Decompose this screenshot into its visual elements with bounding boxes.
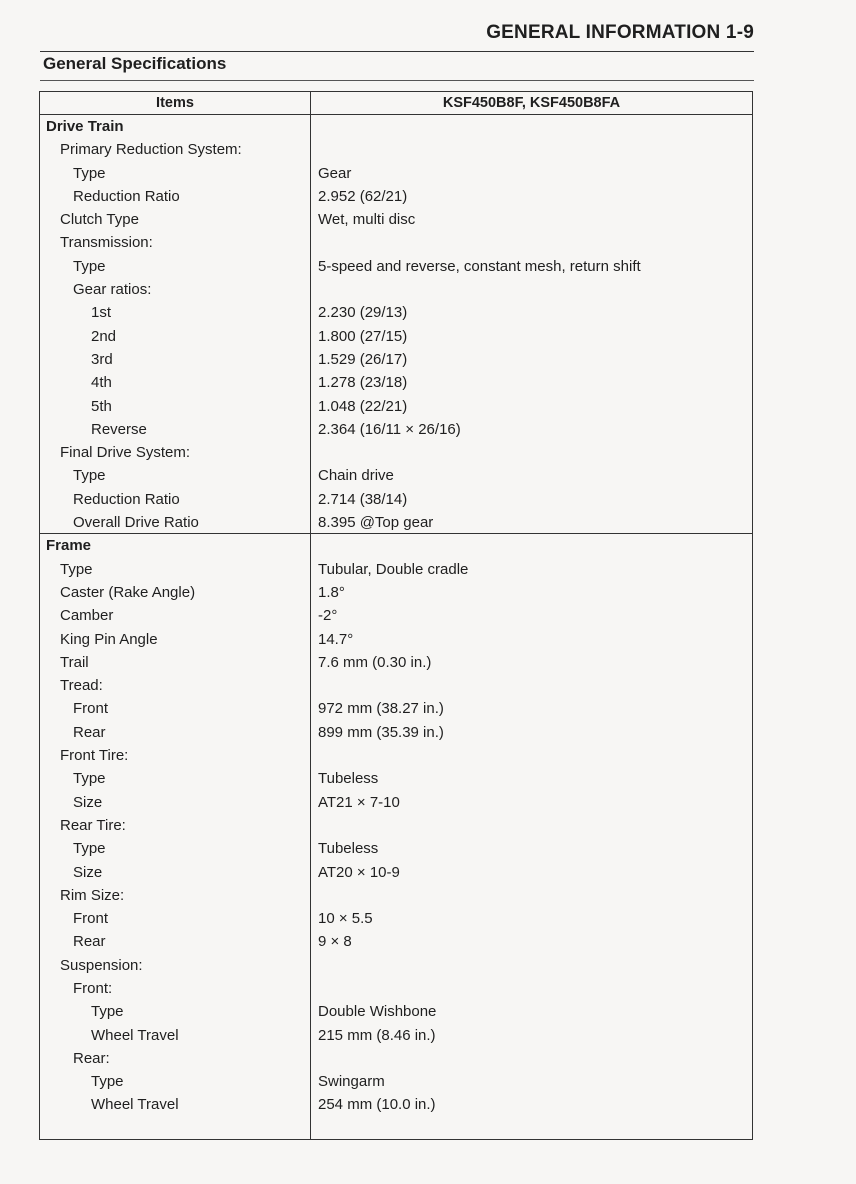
column-header-model: KSF450B8F, KSF450B8FA bbox=[442, 95, 621, 111]
item-label: Camber bbox=[60, 607, 114, 625]
item-label: Type bbox=[60, 560, 93, 578]
item-label: Type bbox=[73, 840, 106, 858]
group-label: Frame bbox=[46, 537, 92, 555]
item-value: Double Wishbone bbox=[318, 1003, 437, 1021]
table-row bbox=[40, 674, 752, 697]
table-row bbox=[40, 138, 752, 161]
table-row bbox=[40, 348, 752, 371]
item-label: Size bbox=[73, 863, 103, 881]
item-label: Type bbox=[73, 770, 106, 788]
item-label: Type bbox=[91, 1073, 124, 1091]
table-row bbox=[40, 697, 752, 720]
item-value: 8.395 @Top gear bbox=[318, 514, 434, 532]
table-row bbox=[40, 464, 752, 487]
table-row bbox=[40, 488, 752, 511]
table-row bbox=[40, 395, 752, 418]
item-label: Suspension: bbox=[60, 956, 143, 974]
item-value: -2° bbox=[318, 607, 338, 625]
item-value: 7.6 mm (0.30 in.) bbox=[318, 653, 432, 671]
item-label: Front Tire: bbox=[60, 747, 129, 765]
table-row bbox=[40, 954, 752, 977]
table-row bbox=[40, 185, 752, 208]
page-header-title: GENERAL INFORMATION 1-9 bbox=[486, 22, 754, 43]
item-label: Reverse bbox=[91, 420, 147, 438]
table-row bbox=[40, 791, 752, 814]
item-value: Swingarm bbox=[318, 1073, 385, 1091]
item-value: 1.278 (23/18) bbox=[318, 374, 408, 392]
specifications-table bbox=[39, 91, 753, 1140]
table-row bbox=[40, 884, 752, 907]
table-row bbox=[40, 628, 752, 651]
item-value: 2.230 (29/13) bbox=[318, 304, 408, 322]
table-row bbox=[40, 1000, 752, 1023]
item-label: Final Drive System: bbox=[60, 444, 191, 462]
table-row bbox=[40, 907, 752, 930]
table-row bbox=[40, 558, 752, 581]
table-row bbox=[40, 231, 752, 254]
table-row bbox=[40, 1070, 752, 1093]
item-label: Rear: bbox=[73, 1049, 110, 1067]
item-label: 3rd bbox=[91, 350, 113, 368]
table-row bbox=[40, 721, 752, 744]
item-label: Gear ratios: bbox=[73, 281, 152, 299]
item-value: 9 × 8 bbox=[318, 933, 352, 951]
table-row bbox=[40, 511, 752, 534]
item-value: 215 mm (8.46 in.) bbox=[318, 1026, 436, 1044]
item-label: 4th bbox=[91, 374, 112, 392]
item-value: 10 × 5.5 bbox=[318, 910, 373, 928]
item-value: Tubeless bbox=[318, 840, 379, 858]
item-value: 1.048 (22/21) bbox=[318, 397, 408, 415]
item-label: Tread: bbox=[60, 677, 103, 695]
item-label: King Pin Angle bbox=[60, 630, 158, 648]
table-row bbox=[40, 325, 752, 348]
table-row bbox=[40, 418, 752, 441]
table-row bbox=[40, 930, 752, 953]
table-row bbox=[40, 441, 752, 464]
item-value: AT21 × 7-10 bbox=[318, 793, 400, 811]
item-label: Front: bbox=[73, 979, 113, 997]
item-label: Caster (Rake Angle) bbox=[60, 583, 196, 601]
table-row bbox=[40, 604, 752, 627]
item-value: 972 mm (38.27 in.) bbox=[318, 700, 444, 718]
item-label: Size bbox=[73, 793, 103, 811]
item-label: 2nd bbox=[91, 327, 117, 345]
item-label: Rear Tire: bbox=[60, 816, 126, 834]
table-row bbox=[40, 301, 752, 324]
group-label: Drive Train bbox=[46, 118, 124, 135]
item-value: 899 mm (35.39 in.) bbox=[318, 723, 444, 741]
item-label: Reduction Ratio bbox=[73, 187, 180, 205]
section-title: General Specifications bbox=[43, 54, 227, 73]
item-label: Front bbox=[73, 700, 109, 718]
section-divider bbox=[40, 80, 754, 81]
table-row bbox=[40, 1024, 752, 1047]
item-value: 14.7° bbox=[318, 630, 354, 648]
item-label: Transmission: bbox=[60, 234, 153, 252]
table-group-row bbox=[40, 115, 752, 138]
item-value: 1.8° bbox=[318, 583, 345, 601]
column-header-items: Items bbox=[156, 95, 194, 111]
header-divider bbox=[40, 51, 754, 52]
item-value: Wet, multi disc bbox=[318, 211, 416, 229]
table-row bbox=[40, 1047, 752, 1070]
table-row bbox=[40, 837, 752, 860]
item-label: Trail bbox=[60, 653, 89, 671]
item-label: Overall Drive Ratio bbox=[73, 514, 199, 532]
item-value: 2.714 (38/14) bbox=[318, 490, 408, 508]
item-label: Clutch Type bbox=[60, 211, 139, 229]
table-row bbox=[40, 278, 752, 301]
item-label: Front bbox=[73, 910, 109, 928]
item-value: 1.529 (26/17) bbox=[318, 350, 408, 368]
table-row bbox=[40, 581, 752, 604]
item-label: Reduction Ratio bbox=[73, 490, 180, 508]
item-label: Rear bbox=[73, 723, 106, 741]
item-value: Gear bbox=[318, 164, 352, 182]
item-value: AT20 × 10-9 bbox=[318, 863, 400, 881]
table-row bbox=[40, 651, 752, 674]
item-label: Type bbox=[73, 467, 106, 485]
group-divider bbox=[40, 533, 752, 534]
table-row bbox=[40, 208, 752, 231]
item-label: Rear bbox=[73, 933, 106, 951]
item-label: Wheel Travel bbox=[91, 1096, 179, 1114]
table-row bbox=[40, 371, 752, 394]
item-label: Rim Size: bbox=[60, 886, 125, 904]
item-value: 5-speed and reverse, constant mesh, return shift bbox=[318, 257, 641, 275]
item-value: 2.364 (16/11 × 26/16) bbox=[318, 420, 461, 438]
table-row bbox=[40, 744, 752, 767]
item-value: Chain drive bbox=[318, 467, 394, 485]
table-row bbox=[40, 977, 752, 1000]
item-label: Primary Reduction System: bbox=[60, 141, 242, 159]
table-row bbox=[40, 162, 752, 185]
table-row bbox=[40, 814, 752, 837]
table-row bbox=[40, 767, 752, 790]
item-value: Tubeless bbox=[318, 770, 379, 788]
table-body bbox=[40, 115, 752, 1117]
item-label: Type bbox=[91, 1003, 124, 1021]
item-value: 254 mm (10.0 in.) bbox=[318, 1096, 436, 1114]
item-label: Wheel Travel bbox=[91, 1026, 179, 1044]
item-label: Type bbox=[73, 164, 106, 182]
item-value: 1.800 (27/15) bbox=[318, 327, 408, 345]
table-group-row bbox=[40, 534, 752, 557]
item-label: 5th bbox=[91, 397, 112, 415]
table-row bbox=[40, 861, 752, 884]
item-label: Type bbox=[73, 257, 106, 275]
table-row bbox=[40, 1093, 752, 1116]
item-value: 2.952 (62/21) bbox=[318, 187, 408, 205]
item-value: Tubular, Double cradle bbox=[318, 560, 469, 578]
item-label: 1st bbox=[91, 304, 112, 322]
table-row bbox=[40, 255, 752, 278]
